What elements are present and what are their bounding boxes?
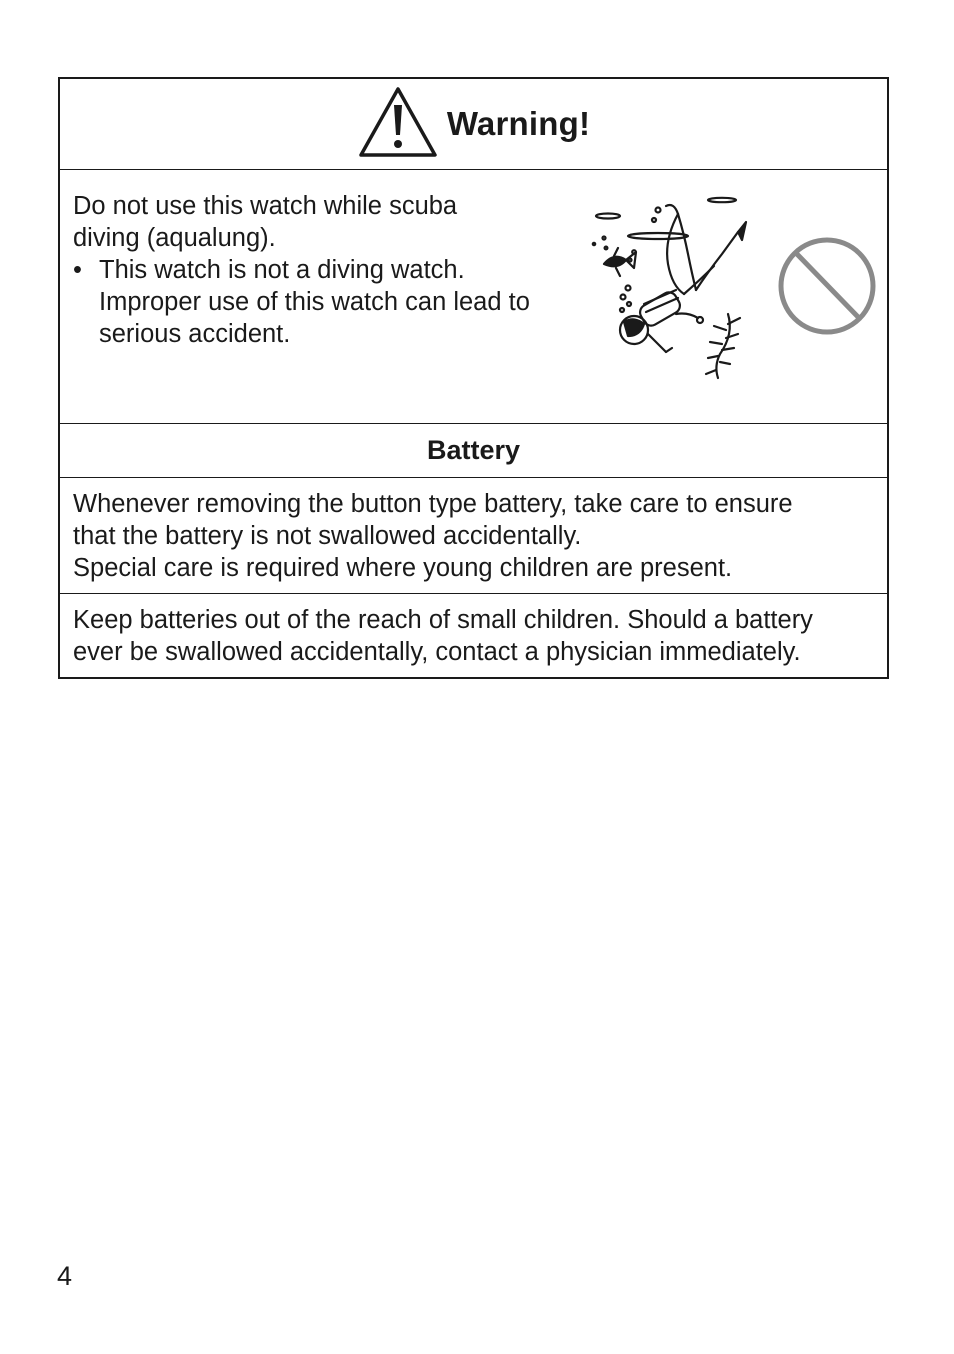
diving-text-line: Do not use this watch while scuba (73, 192, 458, 220)
warning-triangle-icon (357, 85, 439, 159)
diving-warning-section (60, 169, 887, 423)
scuba-diver-illustration (588, 194, 750, 380)
bullet-text (99, 254, 530, 350)
bullet-text-line: serious accident. (99, 320, 291, 348)
page-number: 4 (57, 1261, 73, 1291)
battery-text-line: that the battery is not swallowed accidentally. (73, 522, 582, 550)
battery-text-line: Special care is required where young children are present. (73, 554, 733, 582)
diving-bullet (73, 254, 573, 350)
bullet-text-line: This watch is not a diving watch. (99, 256, 465, 284)
battery-swallow-notice (60, 593, 887, 677)
battery-text-line: ever be swallowed accidentally, contact a physician immediately. (73, 638, 801, 666)
bullet-text-line: Improper use of this watch can lead to (99, 288, 530, 316)
battery-title: Battery (426, 435, 521, 465)
warning-header (60, 79, 887, 169)
bullet-dot: • (73, 256, 82, 284)
battery-header (60, 423, 887, 477)
diving-text-line: diving (aqualung). (73, 224, 276, 252)
battery-text-line: Keep batteries out of the reach of small children. Should a battery (73, 606, 813, 634)
warning-title: Warning! (446, 105, 591, 142)
prohibition-icon (777, 236, 877, 336)
warning-table (58, 77, 889, 679)
battery-removal-notice (60, 477, 887, 593)
diving-warning-text (73, 190, 573, 350)
battery-text-line: Whenever removing the button type battery, take care to ensure (73, 490, 793, 518)
